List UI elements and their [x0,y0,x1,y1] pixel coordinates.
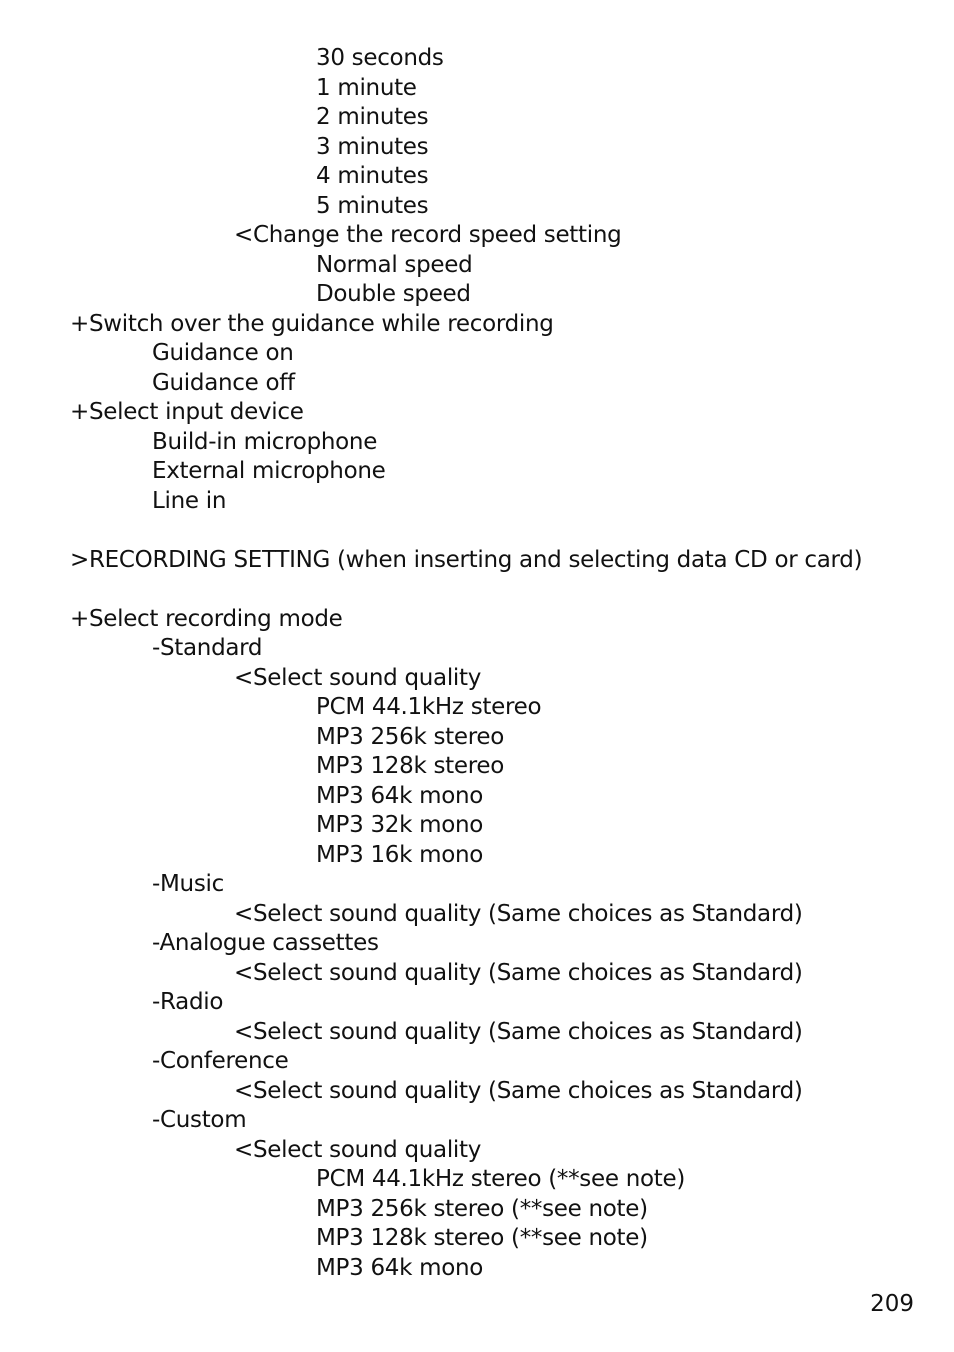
menu-line-level-1: -Analogue cassettes [152,930,379,956]
menu-line-level-1: Guidance off [152,369,295,396]
menu-line-level-3: 1 minute [316,74,417,101]
menu-line-level-0: +Select input device [70,399,304,425]
menu-line-level-3: 3 minutes [316,133,429,160]
menu-line-level-3: 4 minutes [316,163,429,189]
menu-line-level-3: 5 minutes [316,192,429,219]
menu-line-level-3: MP3 256k stereo (**see note) [316,1195,648,1222]
menu-line-level-3: MP3 16k mono [316,841,484,868]
menu-line-level-1: -Standard [152,635,263,661]
menu-line-level-3: Double speed [316,281,471,307]
menu-line-level-3: PCM 44.1kHz stereo (**see note) [316,1166,685,1192]
menu-line-level-2: <Select sound quality (Same choices as Standard) [234,959,803,986]
menu-line-level-2: <Select sound quality (Same choices as Standard) [234,1018,803,1045]
menu-line-level-1: Line in [152,487,227,514]
menu-line-level-0: >RECORDING SETTING (when inserting and selecting data CD or card) [70,546,863,573]
menu-line-level-3: Normal speed [316,251,473,278]
menu-line-level-3: MP3 64k mono [316,782,484,809]
menu-line-level-3: MP3 32k mono [316,812,484,838]
menu-line-level-1: -Conference [152,1048,289,1074]
menu-line-level-1: -Custom [152,1107,247,1133]
menu-line-level-0: +Select recording mode [70,605,343,632]
menu-line-level-2: <Select sound quality [234,664,482,691]
menu-line-level-0: +Switch over the guidance while recording [70,310,554,337]
menu-line-level-3: 30 seconds [316,45,444,71]
menu-line-level-3: 2 minutes [316,104,429,130]
page-number: 209 [870,1291,914,1317]
menu-line-level-1: External microphone [152,458,386,484]
menu-line-level-2: <Change the record speed setting [234,222,622,248]
menu-line-level-1: -Radio [152,989,224,1015]
menu-line-level-1: Build-in microphone [152,428,378,455]
menu-line-level-3: MP3 64k mono [316,1254,484,1281]
menu-line-level-3: MP3 256k stereo [316,723,505,750]
menu-line-level-2: <Select sound quality [234,1136,482,1163]
menu-line-level-2: <Select sound quality (Same choices as Standard) [234,1077,803,1104]
menu-line-level-1: Guidance on [152,340,294,366]
menu-line-level-2: <Select sound quality (Same choices as Standard) [234,900,803,927]
menu-line-level-1: -Music [152,871,224,897]
menu-line-level-3: PCM 44.1kHz stereo [316,694,542,720]
menu-line-level-3: MP3 128k stereo [316,753,505,779]
menu-line-level-3: MP3 128k stereo (**see note) [316,1225,648,1251]
